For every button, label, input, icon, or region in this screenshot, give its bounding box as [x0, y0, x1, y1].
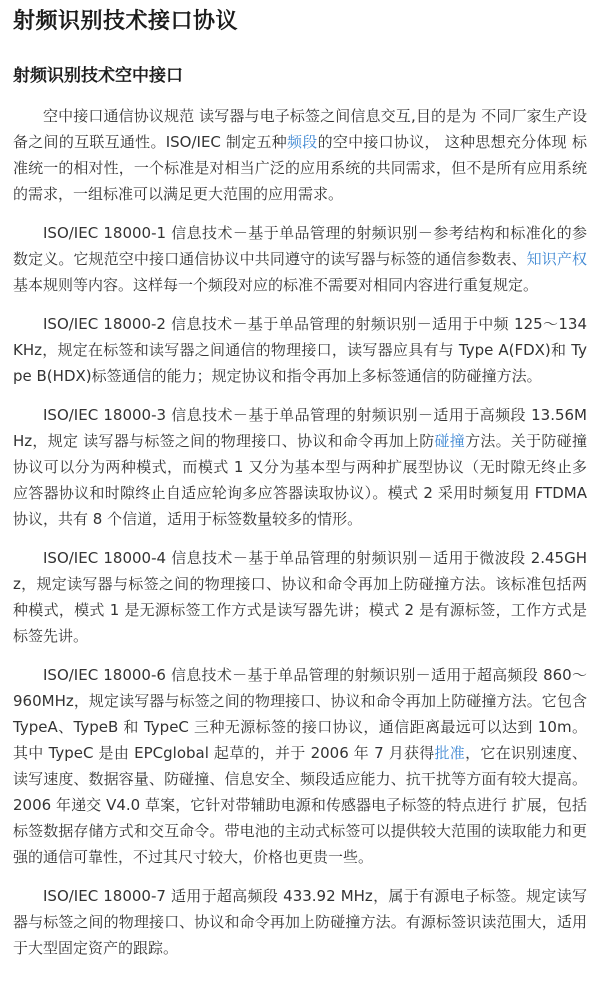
page-title: 射频识别技术接口协议 — [13, 9, 239, 34]
inline-link[interactable]: 知识产权 — [526, 249, 587, 268]
paragraph — [13, 662, 587, 870]
section-heading: 射频识别技术空中接口 — [13, 65, 183, 86]
inline-link[interactable]: 碰撞 — [434, 431, 466, 450]
paragraph-text: ISO/IEC 18000-7 适用于超高频段 433.92 MHz，属于有源电子标签。规定读写器与标签之间的物理接口、协议和命令再加上防碰撞方法。有源标签识读范围大，适用于大型固定资产的跟踪。 — [13, 886, 587, 957]
paragraph — [13, 883, 587, 961]
paragraph — [13, 103, 587, 207]
paragraph-text: ISO/IEC 18000-4 信息技术－基于单品管理的射频识别－适用于微波段 2.45GHz，规定读写器与标签之间的物理接口、协议和命令再加上防碰撞方法。该标准包括两种模式，模式 1 是无源标签工作方式是读写器先讲；模式 2 是有源标签，工作方式是标签先讲。 — [13, 548, 587, 645]
paragraph — [13, 220, 587, 298]
paragraph — [13, 311, 587, 389]
paragraph-text: 的空中接口协议， 这种思想充分体现 标准统一的相对性，一个标准是对相当广泛的应用系统的共同需求，但不是所有应用系统的需求，一组标准可以满足更大范围的应用需求。 — [13, 132, 587, 203]
paragraph-text: 基本规则等内容。这样每一个频段对应的标准不需要对相同内容进行重复规定。 — [13, 275, 539, 294]
paragraph-text: ISO/IEC 18000-1 信息技术－基于单品管理的射频识别－参考结构和标准化的参数定义。它规范空中接口通信协议中共同遵守的读写器与标签的通信参数表、 — [13, 223, 587, 268]
paragraph-text: ISO/IEC 18000-6 信息技术－基于单品管理的射频识别－适用于超高频段 860～960MHz，规定读写器与标签之间的物理接口、协议和命令再加上防碰撞方法。它包含 TypeA、TypeB 和 TypeC 三种无源标签的接口协议，通信距离最远可以达到 10m。其中 TypeC 是由 EPCglobal 起草的，并于 2006 年 7 月获得 — [13, 665, 587, 762]
inline-link[interactable]: 频段 — [287, 132, 318, 151]
document-body — [13, 103, 587, 961]
paragraph-text: ISO/IEC 18000-2 信息技术－基于单品管理的射频识别－适用于中频 125～134KHz，规定在标签和读写器之间通信的物理接口，读写器应具有与 Type A(FDX)和 Type B(HDX)标签通信的能力；规定协议和指令再加上多标签通信的防碰撞方法。 — [13, 314, 587, 385]
paragraph-text: 方法。关于防碰撞协议可以分为两种模式，而模式 1 又分为基本型与两种扩展型协议（无时隙无终止多应答器协议和时隙终止自适应轮询多应答器读取协议）。模式 2 采用时频复用 FTDMA 协议，共有 8 个信道，适用于标签数量较多的情形。 — [13, 431, 587, 528]
inline-link[interactable]: 批准 — [434, 743, 466, 762]
paragraph-text: 空中接口通信协议规范 读写器与电子标签之间信息交互,目的是为 不同厂家生产设备之间的互联互通性。ISO/IEC 制定五种 — [13, 106, 587, 151]
paragraph-text: ，它在识别速度、读写速度、数据容量、防碰撞、信息安全、频段适应能力、抗干扰等方面有较大提高。2006 年递交 V4.0 草案，它针对带辅助电源和传感器电子标签的特点进行 扩展，包括标签数据存储方式和交互命令。带电池的主动式标签可以提供较大范围的读取能力和更强的通信可靠性，不过其尺寸较大，价格也更贵一些。 — [13, 743, 587, 866]
paragraph-text: ISO/IEC 18000-3 信息技术－基于单品管理的射频识别－适用于高频段 13.56MHz，规定 读写器与标签之间的物理接口、协议和命令再加上防 — [13, 405, 587, 450]
paragraph — [13, 545, 587, 649]
paragraph — [13, 402, 587, 532]
